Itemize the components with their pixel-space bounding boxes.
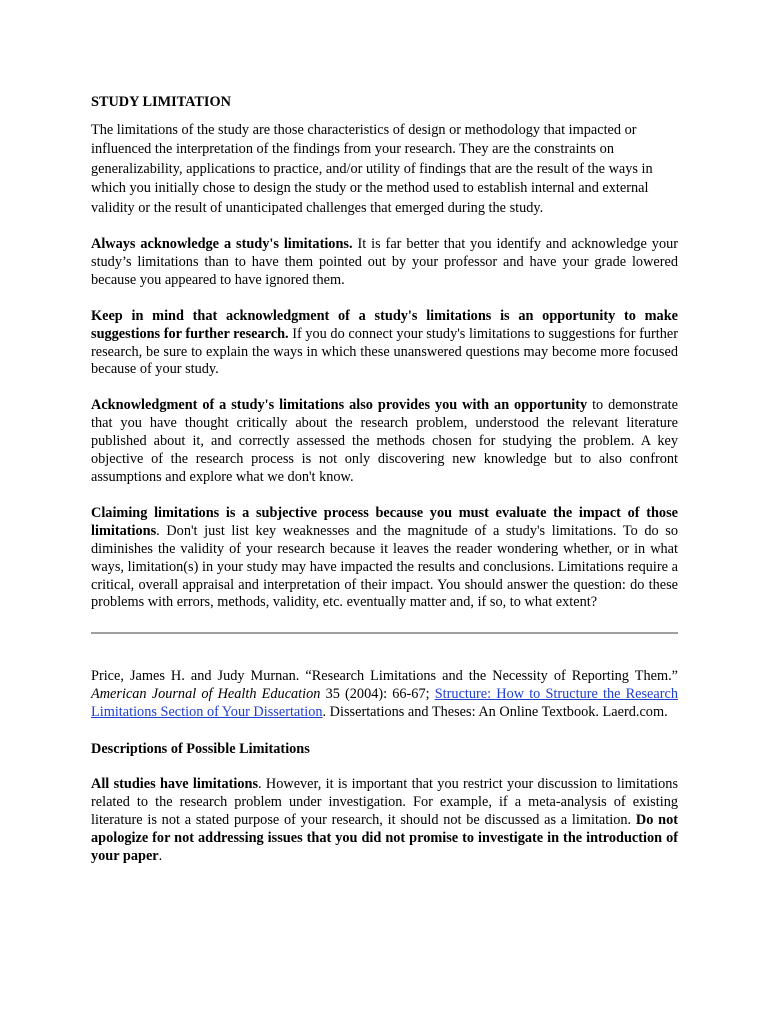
paragraph-all-studies-emphasis: Do not apologize for not addressing issues that you did not promise to investigate in the introduction of your paper (91, 811, 678, 864)
paragraph-all-studies (91, 776, 678, 866)
intro-paragraph: The limitations of the study are those characteristics of design or methodology that impacted or influenced the interpretation of the findings from your research. They are the constraints on generalizability, applications to practice, and/or utility of findings that are the result of the ways in which you initially chose to design the study or the method used to establish internal and external validity or the result of unanticipated challenges that emerged during the study. (91, 122, 653, 216)
paragraph-opportunity-lead: Acknowledgment of a study's limitations also provides you with an opportunity (91, 397, 588, 414)
paragraph-opportunity-text: to demonstrate that you have thought critically about the research problem, understood the relevant literature published about it, and correctly assessed the methods chosen for studying the problem. A key objective of the research process is not only discovering new knowledge but to also confront assumptions and explore what we don't know. (91, 397, 678, 485)
horizontal-divider (91, 632, 678, 634)
citation-link[interactable]: Structure: How to Structure the Research Limitations Section of Your Dissertation (91, 686, 679, 721)
paragraph-subjective (91, 505, 678, 612)
document-body (91, 93, 678, 884)
citation-volume: 35 (2004): 66-67; (320, 686, 435, 703)
paragraph-acknowledge-text: It is far better that you identify and acknowledge your study’s limitations than to have them pointed out by your professor and have your grade lowered because you appeared to have ignored them. (91, 236, 678, 288)
paragraph-further-research-lead: Keep in mind that acknowledgment of a study's limitations is an opportunity to make suggestions for further research. (91, 307, 678, 342)
citation-journal: American Journal of Health Education (91, 686, 321, 703)
citation-source: . Dissertations and Theses: An Online Textbook. Laerd.com. (322, 704, 668, 721)
section-heading: STUDY LIMITATION (91, 94, 231, 110)
paragraph-further-research-text: If you do connect your study's limitations to suggestions for further research, be sure to explain the ways in which these unanswered questions may become more focused because of your study. (91, 325, 679, 378)
paragraph-subjective-lead: Claiming limitations is a subjective process because you must evaluate the impact of those limitations (91, 504, 678, 539)
paragraph-all-studies-lead: All studies have limitations (91, 776, 259, 793)
citation-authors: Price, James H. and Judy Murnan. “Research Limitations and the Necessity of Reporting Them.” (91, 668, 678, 685)
paragraph-acknowledge (91, 236, 678, 290)
paragraph-all-studies-end: . (158, 847, 163, 864)
paragraph-further-research (91, 308, 678, 380)
paragraph-all-studies-text: . However, it is important that you restrict your discussion to limitations related to the research problem under investigation. For example, if a meta-analysis of existing literature is not a stated purpose of your research, it should not be discussed as a limitation. (91, 776, 679, 828)
subheading: Descriptions of Possible Limitations (91, 741, 310, 758)
paragraph-opportunity (91, 397, 678, 487)
paragraph-acknowledge-lead: Always acknowledge a study's limitations. (91, 236, 353, 253)
citation-paragraph (91, 668, 678, 722)
paragraph-subjective-text: . Don't just list key weaknesses and the magnitude of a study's limitations. To do so diminishes the validity of your research because it leaves the reader wondering whether, or in what ways, limitation(s) in your study may have impacted the results and conclusions. Limitations require a critical, overall appraisal and interpretation of their impact. You should answer the question: do these problems with errors, methods, validity, etc. eventually matter and, if so, to what extent? (91, 522, 678, 611)
